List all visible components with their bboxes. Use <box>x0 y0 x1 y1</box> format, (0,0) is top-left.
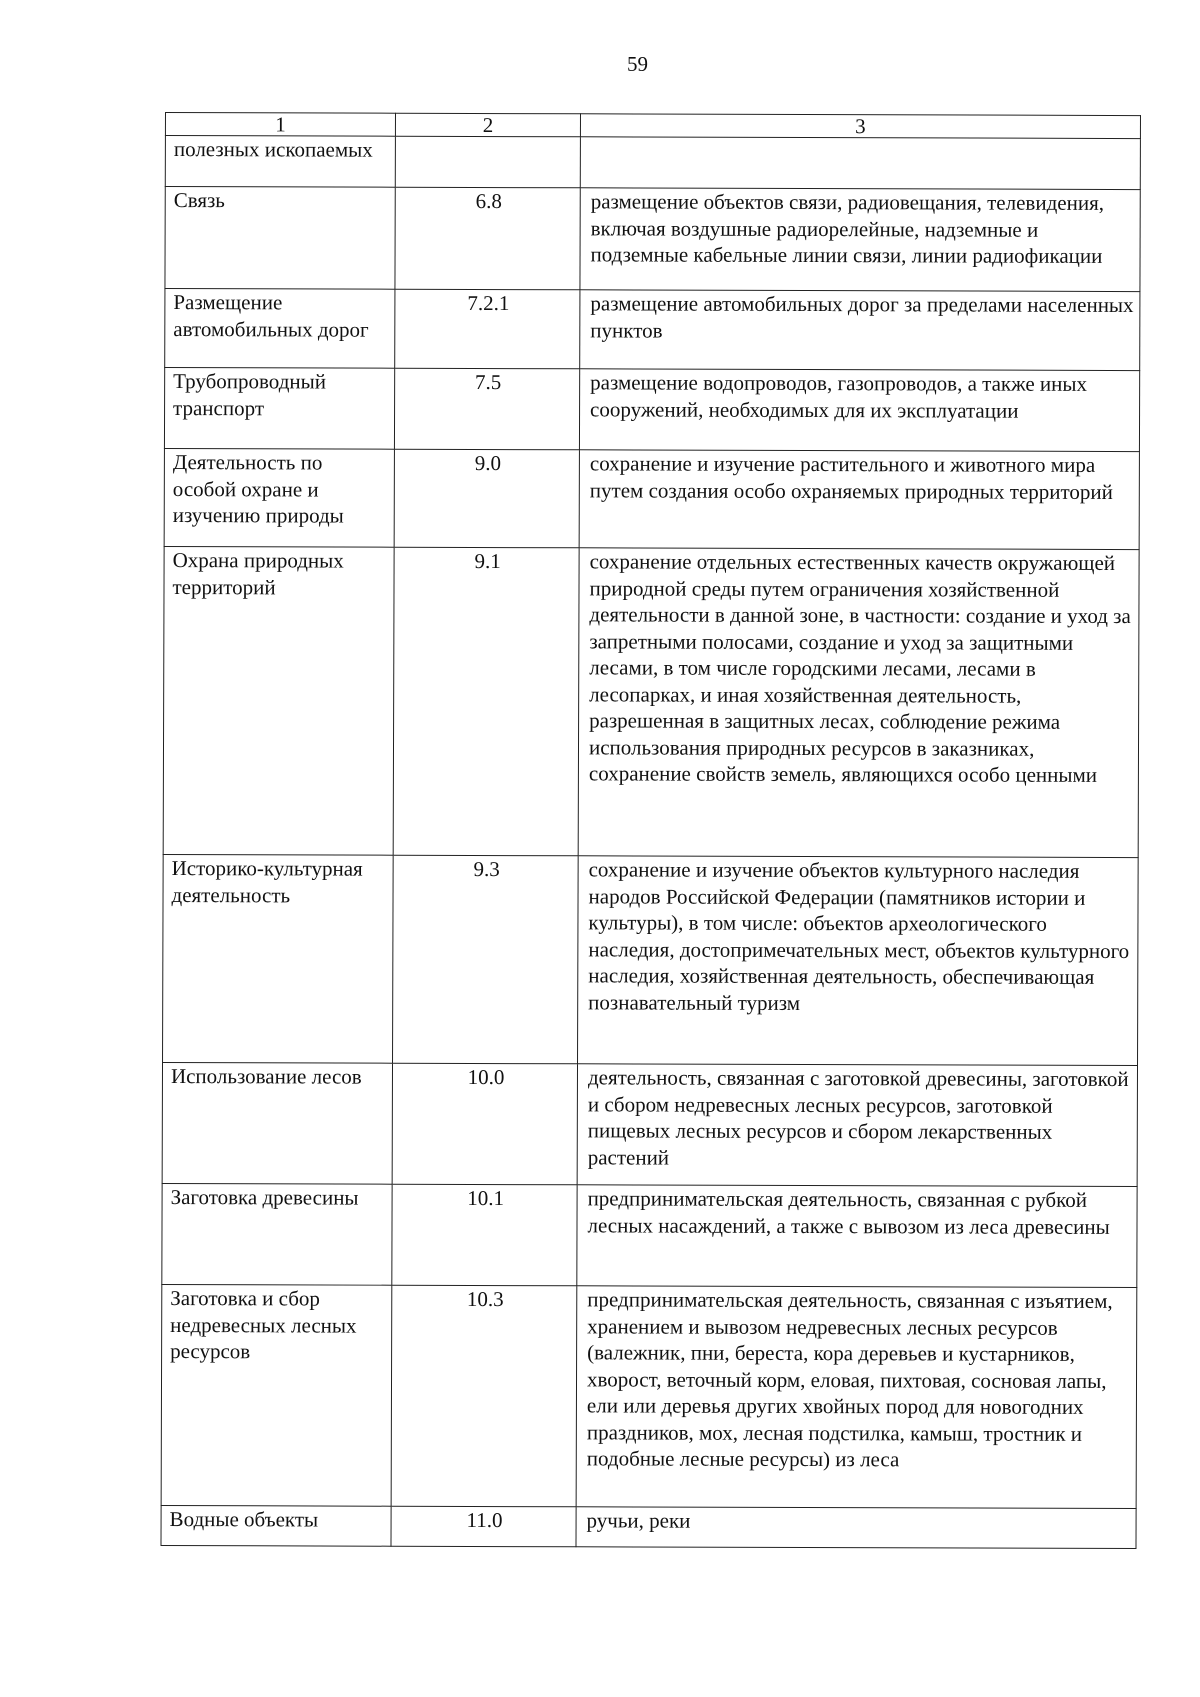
table-header-row <box>165 113 1140 139</box>
row-code: 7.5 <box>394 368 579 450</box>
row-name: Деятельность по особой охране и изучению природы <box>164 448 394 547</box>
table-row <box>165 136 1140 190</box>
row-code: 10.1 <box>392 1184 577 1286</box>
table-row <box>162 1062 1137 1186</box>
row-description: сохранение отдельных естественных качеств окружающей природной среды путем ограничения хозяйственной деятельности в данной зоне, в частности: создание и уход за запретными полосами, создание и уход за защитными лесами, в том числе городскими лесами, лесами в лесопарках, и иная хозяйственная деятельность, разрешенная в защитных лесах, соблюдение режима использования природных ресурсов в заказниках, сохранение свойств земель, являющихся особо ценными <box>578 548 1139 858</box>
header-col-3: 3 <box>580 114 1140 139</box>
table-row <box>163 854 1139 1065</box>
row-name: Размещение автомобильных дорог <box>165 289 395 369</box>
table-row <box>164 448 1139 549</box>
row-description: ручьи, реки <box>576 1507 1136 1549</box>
row-name: Заготовка и сбор недревесных лесных ресурсов <box>161 1284 392 1506</box>
row-code: 10.0 <box>392 1063 577 1185</box>
row-description: размещение водопроводов, газопроводов, а также иных сооружений, необходимых для их эксплуатации <box>579 369 1139 452</box>
table-row <box>163 546 1139 857</box>
row-name: Использование лесов <box>162 1062 392 1184</box>
table-row <box>164 368 1139 452</box>
row-code: 7.2.1 <box>395 289 580 369</box>
row-description: предпринимательская деятельность, связанная с изъятием, хранением и вывозом недревесных лесных ресурсов (валежник, пни, береста, кора деревьев и кустарников, хворост, веточный корм, еловая, пихтовая, сосновая лапы, ели или деревья других хвойных пород для новогодних праздников, мох, лесная подстилка, камыш, тростник и подобные лесные ресурсы) из леса <box>576 1286 1137 1509</box>
table-row <box>165 187 1140 292</box>
table-row <box>161 1505 1136 1548</box>
page-number: 59 <box>627 52 648 76</box>
row-name: Трубопроводный транспорт <box>164 368 394 450</box>
table-row <box>165 289 1140 371</box>
row-description: деятельность, связанная с заготовкой древесины, заготовкой и сбором недревесных лесных ресурсов, заготовкой пищевых лесных ресурсов и сбором лекарственных растений <box>577 1064 1137 1187</box>
row-code: 9.1 <box>393 547 579 856</box>
row-code: 10.3 <box>391 1285 577 1507</box>
table-row <box>162 1183 1137 1287</box>
row-name: Заготовка древесины <box>162 1183 392 1285</box>
row-code: 11.0 <box>391 1506 576 1547</box>
row-code: 9.3 <box>393 855 579 1064</box>
row-name: Охрана природных территорий <box>163 546 394 855</box>
row-description: предпринимательская деятельность, связанная с рубкой лесных насаждений, а также с вывозом из леса древесины <box>577 1185 1137 1288</box>
header-col-2: 2 <box>395 113 580 137</box>
row-description: размещение объектов связи, радиовещания, телевидения, включая воздушные радиорелейные, надземные и подземные кабельные линии связи, линии радиофикации <box>580 188 1140 292</box>
row-description: размещение автомобильных дорог за пределами населенных пунктов <box>580 290 1140 371</box>
row-description: сохранение и изучение объектов культурного наследия народов Российской Федерации (памятников истории и культуры), в том числе: объектов археологического наследия, достопримечательных мест, объектов культурного наследия, хозяйственная деятельность, обеспечивающая познавательный туризм <box>578 856 1139 1066</box>
row-name: полезных ископаемых <box>165 136 395 188</box>
row-name: Водные объекты <box>161 1505 391 1546</box>
land-use-table <box>160 112 1141 1549</box>
row-description: сохранение и изучение растительного и животного мира путем создания особо охраняемых природных территорий <box>579 450 1139 550</box>
header-col-1: 1 <box>165 113 395 137</box>
table-row <box>161 1284 1137 1508</box>
row-name: Историко-культурная деятельность <box>163 854 394 1063</box>
row-description <box>580 137 1140 190</box>
row-name: Связь <box>165 187 395 290</box>
row-code <box>395 136 580 188</box>
row-code: 6.8 <box>395 187 580 290</box>
row-code: 9.0 <box>394 449 579 548</box>
